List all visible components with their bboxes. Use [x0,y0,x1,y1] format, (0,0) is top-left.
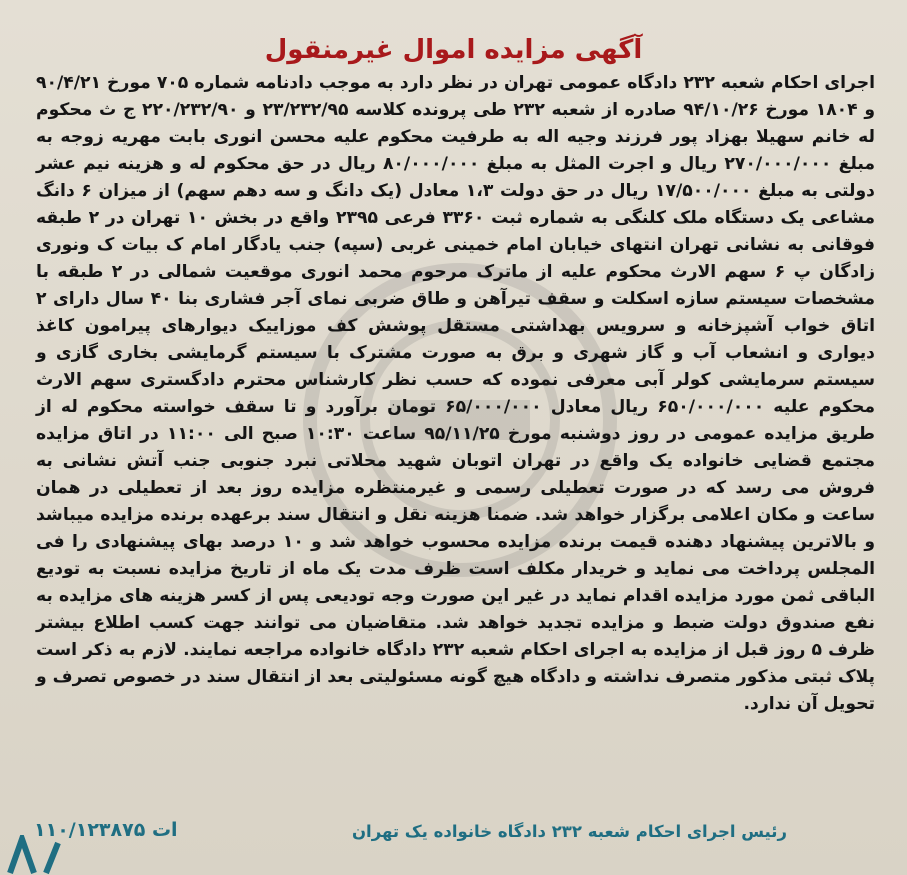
notice-title: آگهی مزایده اموال غیرمنقول [264,35,643,65]
notice-body-text: اجرای احکام شعبه ۲۳۲ دادگاه عمومی تهران در نظر دارد به موجب دادنامه شماره ۷۰۵ مورخ ۹۰/۴/۲۱ و ۱۸۰۴ مورخ ۹۴/۱۰/۲۶ صادره از شعبه ۲۳۲ طی پرونده کلاسه ۲۳/۲۳۲/۹۵ و ۲۲۰/۲۳۲/۹۰ ج ث محکوم له خانم سهیلا بهزاد پور فرزند وجیه اله به طرفیت محکوم علیه محسن انوری بابت مهریه زوجه به مبلغ ۲۷۰/۰۰۰/۰۰۰ ریال و اجرت المثل به مبلغ ۸۰/۰۰۰/۰۰۰ ریال در حق محکوم له و هزینه نیم عشر دولتی به مبلغ ۱۷/۵۰۰/۰۰۰ ریال در حق دولت ۱،۳ معادل (یک دانگ و سه دهم سهم) از میزان ۶ دانگ مشاعی یک دستگاه ملک کلنگی به شماره ثبت ۳۳۶۰ فرعی ۲۳۹۵ واقع در بخش ۱۰ تهران در ۲ طبقه فوقانی به نشانی تهران انتهای خیابان امام خمینی غربی (سپه) جنب یادگار امام ک بیات ک ونوری زادگان پ ۶ سهم الارث محکوم علیه از ماترک مرحوم محمد انوری موقعیت شمالی در ۲ طبقه با مشخصات سیستم سازه اسکلت و سقف تیرآهن و طاق ضربی نمای آجر فشاری بنا ۴۰ سال دارای ۲ اتاق خواب آشپزخانه و سرویس بهداشتی مستقل پوشش کف موزاییک دیوارهای پیرامون کاغذ دیواری و انشعاب آب و گاز شهری و برق به صورت مشترک با سیستم گرمایشی بخاری گازی و سیستم سرمایشی کولر آبی معرفی نموده که حسب نظر کارشناس محترم دادگستری سهم الارث محکوم علیه ۶۵۰/۰۰۰/۰۰۰ ریال معادل ۶۵/۰۰۰/۰۰۰ تومان برآورد و تا سقف خواسته محکوم له از طریق مزایده عمومی در روز دوشنبه مورخ ۹۵/۱۱/۲۵ ساعت ۱۰:۳۰ صبح الی ۱۱:۰۰ در اتاق مزایده مجتمع قضایی خانواده یک واقع در تهران اتوبان شهید محلاتی نبرد جنوبی جنب آتش نشانی به فروش می رسد که در صورت تعطیلی رسمی و غیرمنتظره مزایده روز بعد از تعطیلی در همان ساعت و مکان اعلامی برگزار خواهد شد. ضمنا هزینه نقل و انتقال سند برعهده برنده مزایده میباشد و بالاترین پیشنهاد دهنده قیمت برنده مزایده محسوب خواهد شد و ۱۰ درصد بهای پیشنهادی را فی المجلس پرداخت می نماید و خریدار مکلف است ظرف مدت یک ماه از تاریخ مزایده نسبت به تودیع الباقی ثمن مورد مزایده اقدام نماید در غیر این صورت وجه تودیعی پس از کسر هزینه های مزایده به نفع صندوق دولت ضبط و مزایده تجدید خواهد شد. متقاضیان می توانند جهت کسب اطلاع بیشتر ظرف ۵ روز قبل از مزایده به اجرای احکام شعبه ۲۳۲ دادگاه خانواده مراجعه نمایند. لازم به ذکر است پلاک ثبتی مذکور متصرف نداشته و دادگاه هیچ گونه مسئولیتی بعد از انتقال سند در خصوص تصرف و تحویل آن ندارد. [36,73,876,714]
notice-body [36,70,875,718]
notice-signature: رئیس اجرای احکام شعبه ۲۳۲ دادگاه خانواده یک تهران [351,822,787,841]
corner-ornament-icon [2,835,122,875]
notice-code: ۱۱۰/۱۲۳۸۷۵ ات [34,819,178,841]
